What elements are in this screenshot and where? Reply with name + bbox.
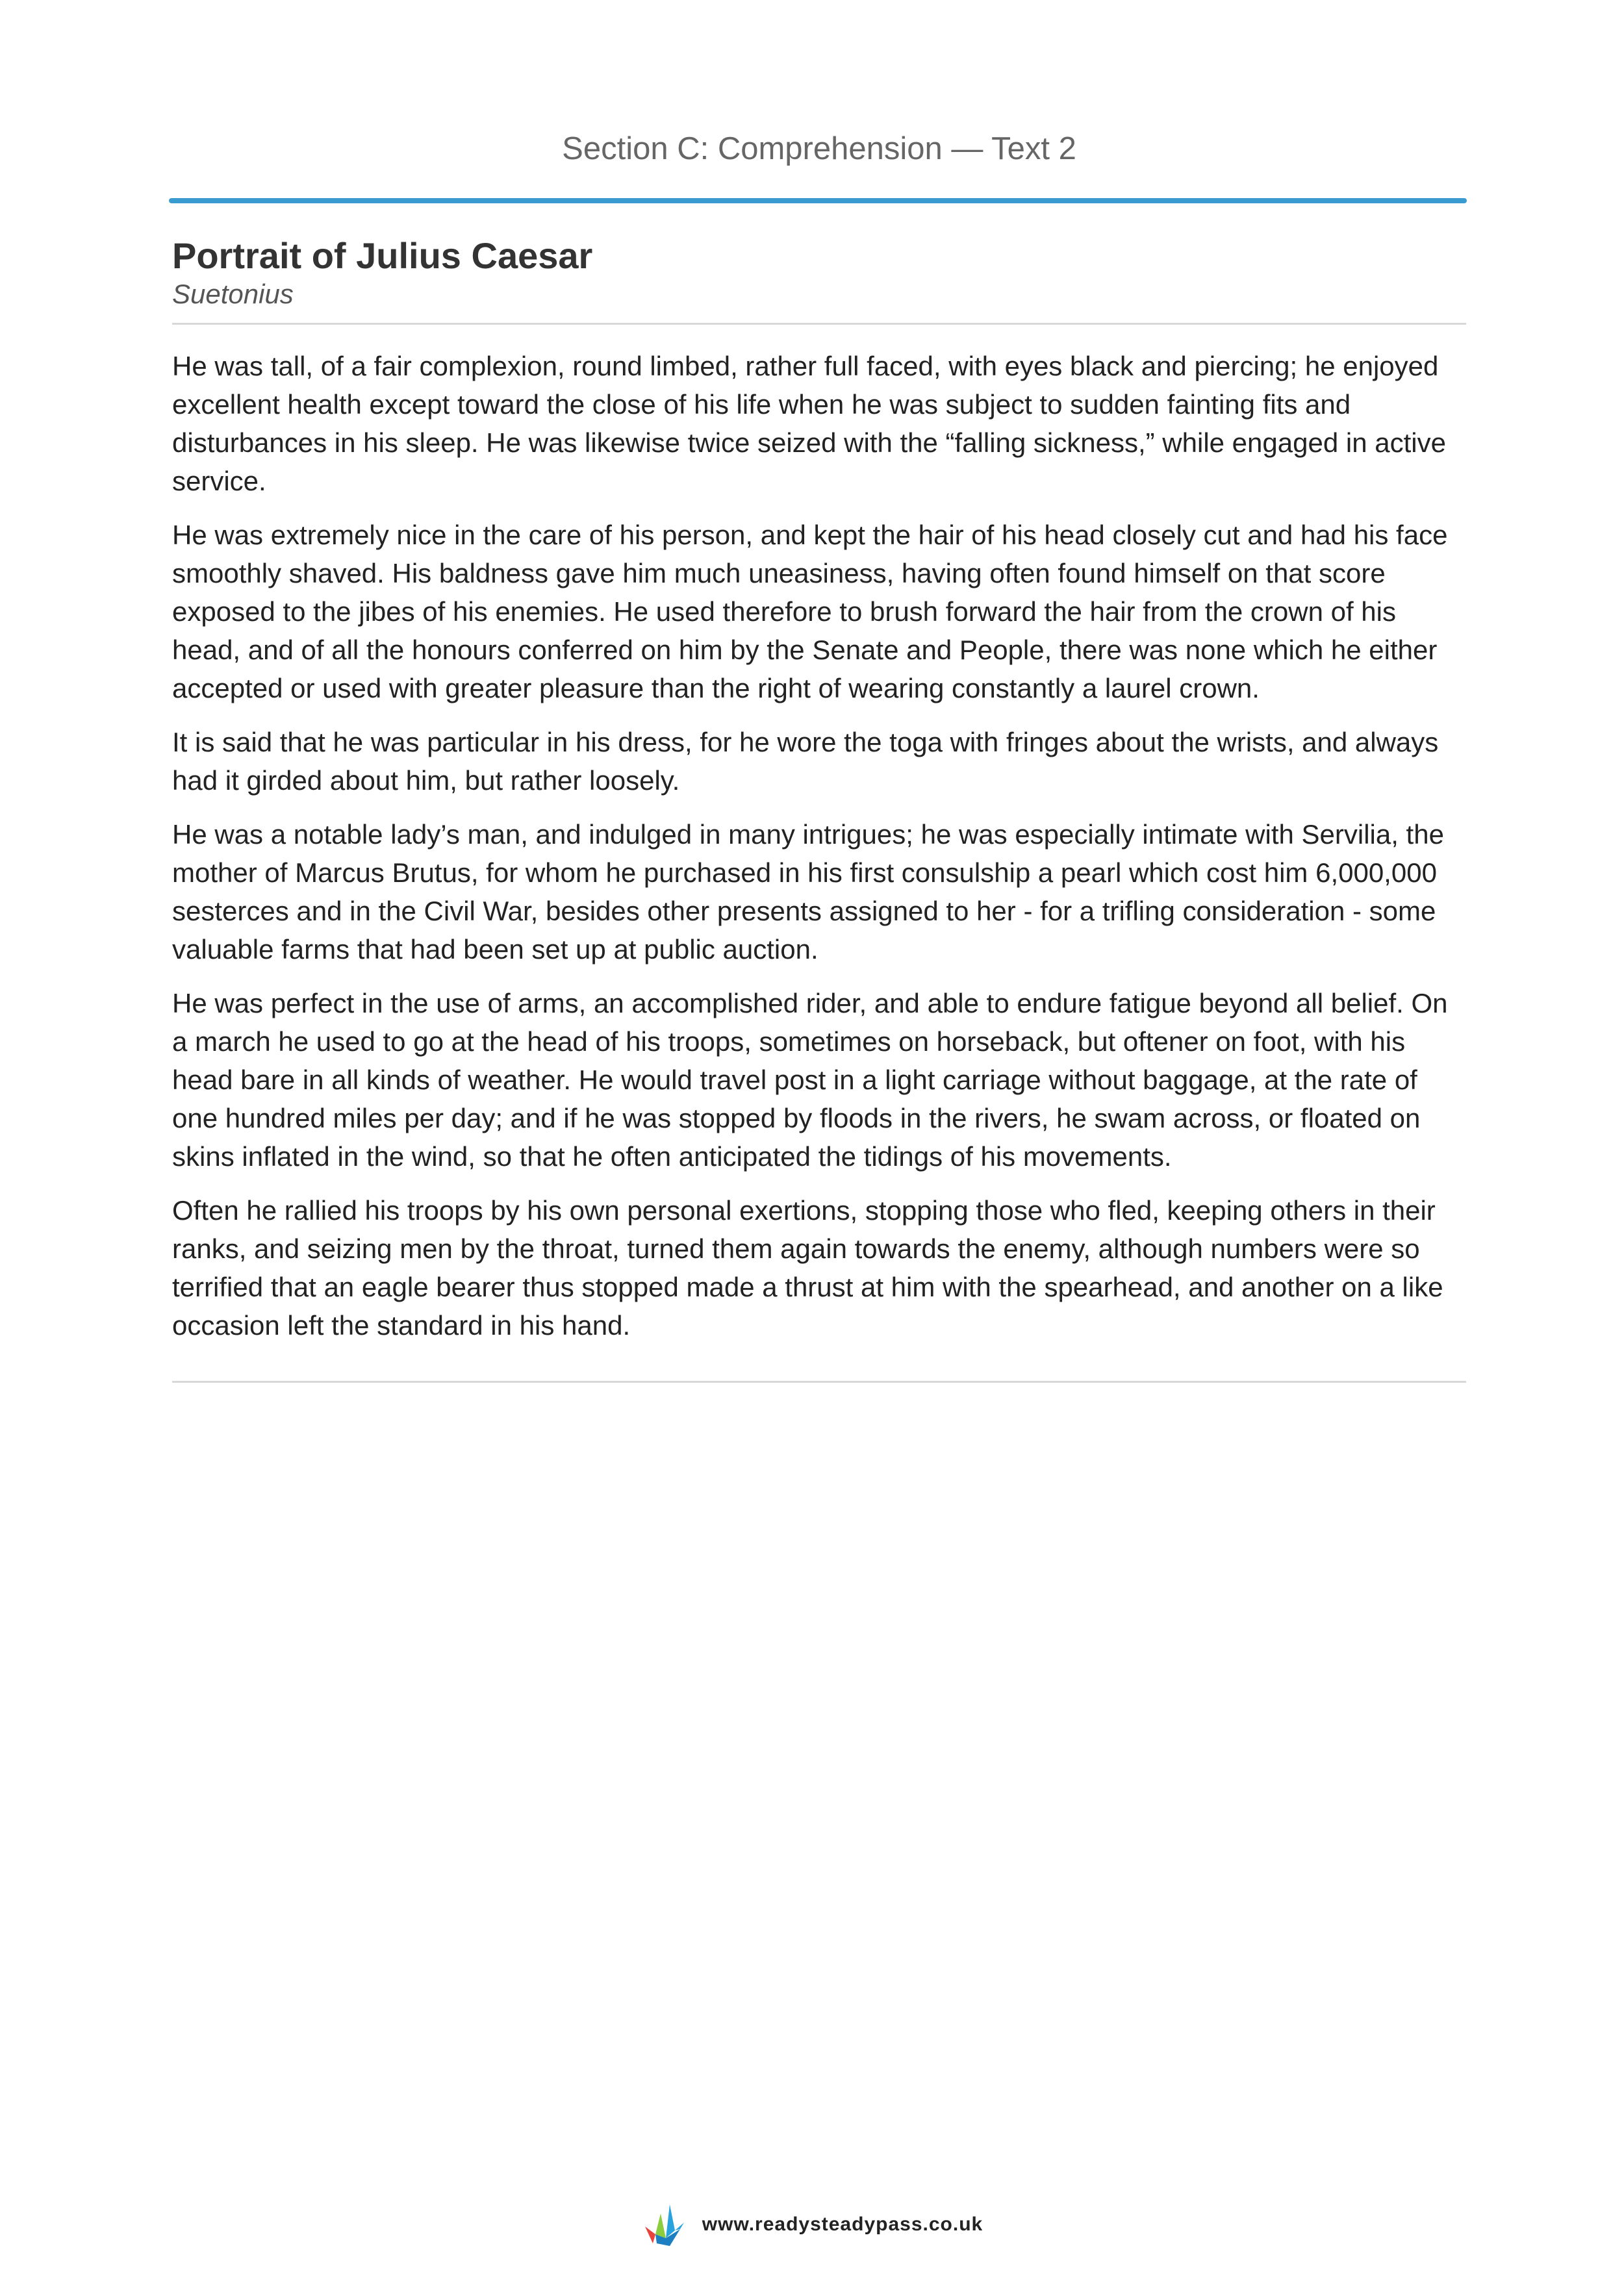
crane-logo-icon <box>641 2201 687 2249</box>
document-title: Portrait of Julius Caesar <box>172 235 593 276</box>
body-end-divider <box>172 1381 1466 1383</box>
header-divider <box>169 198 1467 203</box>
paragraph-6: Often he rallied his troops by his own personal exertions, stopping those who fled, keeping others in their ranks, and seizing men by the throat, turned them again towards the enemy, although numbers were so terrified that an eagle bearer thus stopped made a thrust at him with the spearhead, and another on a like occasion left the standard in his hand. <box>172 1195 1443 1341</box>
footer-url-link[interactable]: www.readysteadypass.co.uk <box>702 2214 983 2235</box>
paragraph-2: He was extremely nice in the care of his person, and kept the hair of his head closely cut and had his face smoothly shaved. His baldness gave him much uneasiness, having often found himself on that score exposed to the jibes of his enemies. He used therefore to brush forward the hair from the crown of his head, and of all the honours conferred on him by the Senate and People, there was none which he either accepted or used with greater pleasure than the right of wearing constantly a laurel crown. <box>172 520 1448 703</box>
footer <box>0 2199 1624 2251</box>
paragraph-4: He was a notable lady’s man, and indulged in many intrigues; he was especially intimate with Servilia, the mother of Marcus Brutus, for whom he purchased in his first consulship a pearl which cost him 6,000,000 sesterces and in the Civil War, besides other presents assigned to her - for a trifling consideration - some valuable farms that had been set up at public auction. <box>172 819 1444 965</box>
document-body <box>172 347 1466 1360</box>
document-author: Suetonius <box>172 279 294 310</box>
paragraph-5: He was perfect in the use of arms, an accomplished rider, and able to endure fatigue beyond all belief. On a march he used to go at the head of his troops, sometimes on horseback, but oftener on foot, with his head bare in all kinds of weather. He would travel post in a light carriage without baggage, at the rate of one hundred miles per day; and if he was stopped by floods in the rivers, he swam across, or floated on skins inflated in the wind, so that he often anticipated the tidings of his movements. <box>172 988 1448 1172</box>
paragraph-3: It is said that he was particular in his dress, for he wore the toga with fringes about the wrists, and always had it girded about him, but rather loosely. <box>172 727 1439 796</box>
title-divider <box>172 323 1466 325</box>
title-block <box>172 235 1466 311</box>
paragraph-1: He was tall, of a fair complexion, round limbed, rather full faced, with eyes black and piercing; he enjoyed excellent health except toward the close of his life when he was subject to sudden fainting fits and disturbances in his sleep. He was likewise twice seized with the “falling sickness,” while engaged in active service. <box>172 351 1446 496</box>
section-header: Section C: Comprehension — Text 2 <box>562 131 1076 166</box>
